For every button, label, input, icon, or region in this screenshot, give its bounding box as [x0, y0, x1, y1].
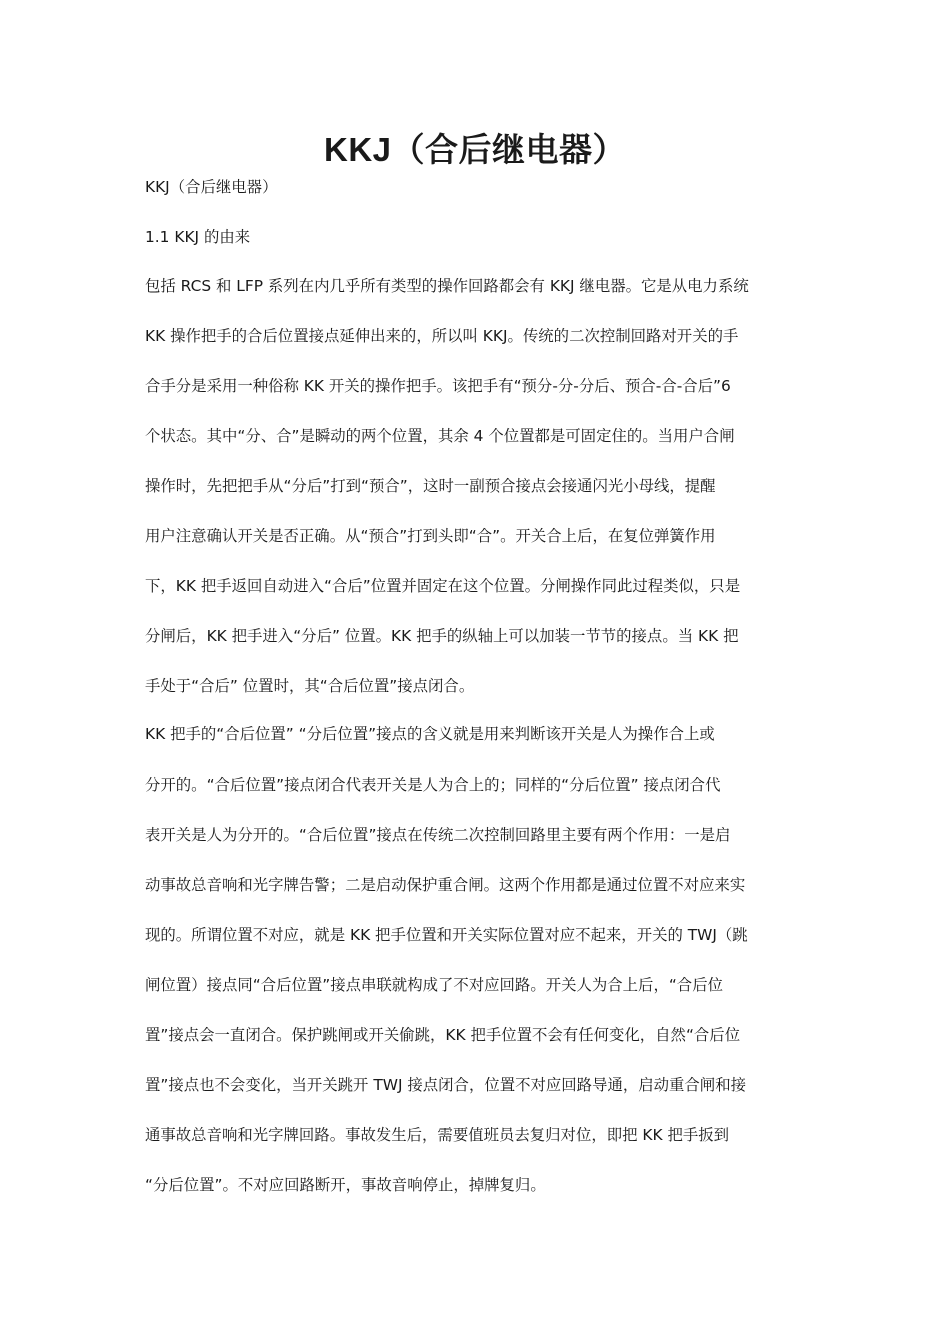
text-line: 操作时，先把把手从“分后”打到“预合”，这时一副预合接点会接通闪光小母线，提醒	[145, 477, 716, 495]
text-line: 个状态。其中“分、合”是瞬动的两个位置，其余 4 个位置都是可固定住的。当用户合闸	[145, 427, 735, 445]
document-subtitle: KKJ（合后继电器）	[145, 178, 278, 196]
document-title: KKJ（合后继电器）	[323, 131, 627, 168]
text-line: 表开关是人为分开的。“合后位置”接点在传统二次控制回路里主要有两个作用：一是启	[145, 826, 731, 844]
text-line: 置”接点会一直闭合。保护跳闸或开关偷跳，KK 把手位置不会有任何变化，自然“合后位	[145, 1026, 741, 1044]
text-line: 分开的。“合后位置”接点闭合代表开关是人为合上的；同样的“分后位置” 接点闭合代	[145, 776, 721, 794]
text-line: KK 把手的“合后位置” “分后位置”接点的含义就是用来判断该开关是人为操作合上或	[145, 725, 715, 743]
text-line: KK 操作把手的合后位置接点延伸出来的，所以叫 KKJ。传统的二次控制回路对开关的手	[145, 327, 739, 345]
text-line: 现的。所谓位置不对应，就是 KK 把手位置和开关实际位置对应不起来，开关的 TWJ（跳	[145, 926, 748, 944]
section-heading: 1.1 KKJ 的由来	[145, 228, 251, 246]
text-line: 手处于“合后” 位置时，其“合后位置”接点闭合。	[145, 677, 475, 695]
text-line: 包括 RCS 和 LFP 系列在内几乎所有类型的操作回路都会有 KKJ 继电器。它是从电力系统	[145, 277, 749, 295]
text-line: 合手分是采用一种俗称 KK 开关的操作把手。该把手有“预分-分-分后、预合-合-合后”6	[145, 377, 731, 395]
text-line: “分后位置”。不对应回路断开，事故音响停止，掉牌复归。	[145, 1176, 546, 1194]
text-line: 置”接点也不会变化，当开关跳开 TWJ 接点闭合，位置不对应回路导通，启动重合闸和接	[145, 1076, 746, 1094]
text-line: 分闸后，KK 把手进入“分后” 位置。KK 把手的纵轴上可以加装一节节的接点。当 KK 把	[145, 627, 739, 645]
text-line: 下，KK 把手返回自动进入“合后”位置并固定在这个位置。分闸操作同此过程类似，只是	[145, 577, 741, 595]
text-line: 用户注意确认开关是否正确。从“预合”打到头即“合”。开关合上后，在复位弹簧作用	[145, 527, 716, 545]
text-line: 闸位置）接点同“合后位置”接点串联就构成了不对应回路。开关人为合上后，“合后位	[145, 976, 723, 994]
text-line: 动事故总音响和光字牌告警；二是启动保护重合闸。这两个作用都是通过位置不对应来实	[145, 876, 746, 894]
text-line: 通事故总音响和光字牌回路。事故发生后，需要值班员去复归对位，即把 KK 把手扳到	[145, 1126, 730, 1144]
